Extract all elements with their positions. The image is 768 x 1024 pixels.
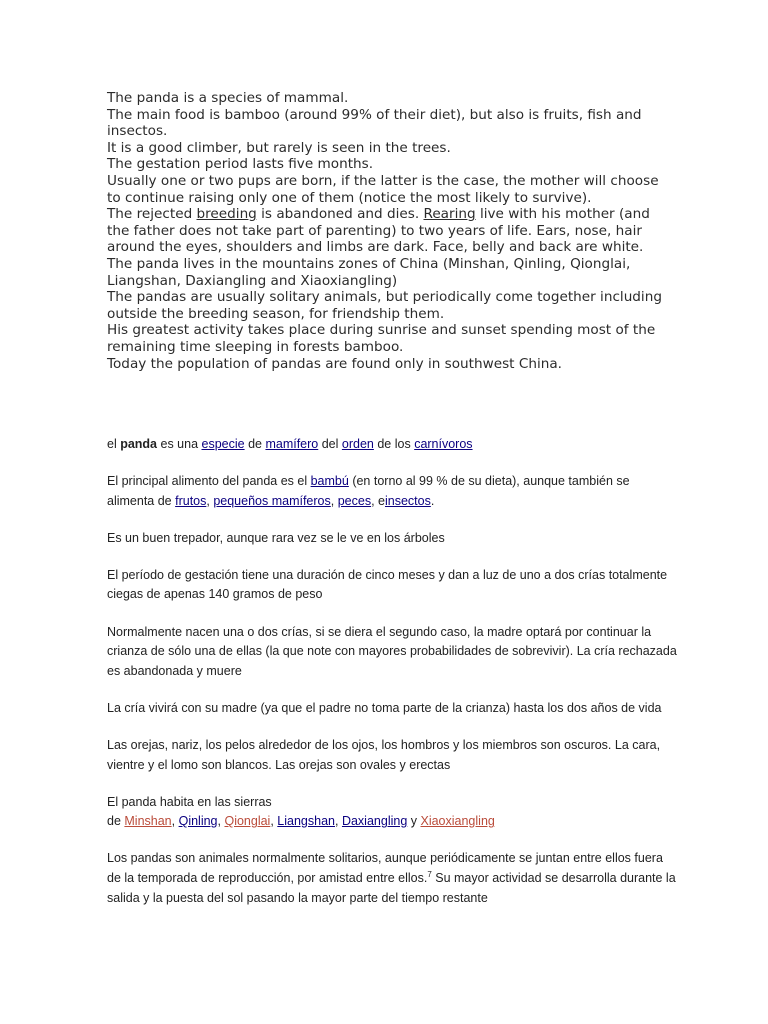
text: (en torno al 99 % de su dieta), aunque también se alimenta de — [107, 474, 630, 508]
text: The rejected — [107, 206, 197, 223]
english-line: The gestation period lasts five months. — [107, 156, 374, 173]
english-line: The panda lives in the mountains zones of China (Minshan, Qinling, Qionglai, Liangshan, Daxiangling and Xiaoxiangling) — [107, 255, 631, 289]
text: is abandoned and dies. — [256, 206, 424, 223]
text: El principal alimento del panda es el — [107, 474, 311, 489]
text: . — [430, 493, 435, 508]
spanish-paragraph-food — [107, 472, 677, 511]
english-line: The main food is bamboo (around 99% of their diet), but also is fruits, fish and insectos. — [107, 106, 642, 140]
spanish-paragraph: Normalmente nacen una o dos crías, si se diera el segundo caso, la madre optará por continuar la crianza de sólo una de ellas (la que note con mayores probabilidades de sobrevivir). La cría rechazada es abandonada y muere — [107, 624, 677, 678]
text: , — [217, 814, 225, 829]
text: , e — [371, 493, 385, 508]
spanish-paragraph: La cría vivirá con su madre (ya que el padre no toma parte de la crianza) hasta los dos años de vida — [107, 700, 662, 715]
link-especie[interactable]: especie — [201, 437, 245, 451]
link-carnivoros[interactable]: carnívoros — [414, 437, 473, 451]
english-line: The panda is a species of mammal. — [107, 90, 349, 106]
link-insectos[interactable]: insectos — [384, 493, 431, 508]
spanish-paragraph-habitat — [107, 793, 677, 832]
link-qionglai[interactable]: Qionglai — [224, 814, 271, 829]
english-line: Today the population of pandas are found only in southwest China. — [107, 355, 562, 372]
text: , — [206, 493, 214, 508]
spanish-paragraph: El período de gestación tiene una duración de cinco meses y dan a luz de uno a dos crías totalmente ciegas de apenas 140 gramos de peso — [107, 567, 668, 602]
link-xiaoxiangling[interactable]: Xiaoxiangling — [420, 814, 495, 829]
link-frutos[interactable]: frutos — [175, 493, 207, 508]
link-bambu[interactable]: bambú — [310, 474, 349, 489]
text: , — [171, 814, 179, 829]
spanish-paragraph-solitary — [107, 849, 677, 908]
text: el — [107, 437, 121, 451]
link-peces[interactable]: peces — [337, 493, 372, 508]
spanish-section — [107, 435, 677, 926]
english-line: It is a good climber, but rarely is seen in the trees. — [107, 139, 451, 156]
english-line: His greatest activity takes place during sunrise and sunset spending most of the remaining time sleeping in forests bamboo. — [107, 322, 656, 355]
text: de los — [373, 437, 415, 451]
text: El panda habita en las sierras — [107, 794, 272, 809]
text: de — [107, 814, 125, 829]
link-pequenos-mamiferos[interactable]: pequeños mamíferos — [213, 493, 331, 508]
document-page — [107, 90, 677, 905]
text: , — [330, 493, 338, 508]
english-line: The pandas are usually solitary animals, but periodically come together including outside the breeding season, for friendship them. — [107, 289, 662, 322]
panda-bold: panda — [120, 437, 158, 451]
spanish-paragraph: Es un buen trepador, aunque rara vez se le ve en los árboles — [107, 530, 445, 545]
breeding-underline: breeding — [196, 206, 257, 223]
link-minshan[interactable]: Minshan — [124, 814, 172, 829]
spanish-paragraph: Las orejas, nariz, los pelos alrededor de los ojos, los hombros y los miembros son oscuros. La cara, vientre y el lomo son blancos. Las orejas son ovales y erectas — [107, 737, 661, 772]
link-mamifero[interactable]: mamífero — [265, 437, 319, 451]
text: y — [407, 814, 421, 829]
english-line-rejected — [107, 206, 667, 256]
rearing-underline: Rearing — [423, 206, 476, 223]
text: Su mayor actividad se desarrolla durante la salida y la puesta del sol pasando la mayor parte del tiempo restante — [107, 870, 676, 905]
text: live with his mother (and the father does not take part of parenting) to two years of life. Ears, nose, hair around the eyes, shoulders and limbs are dark. Face, belly and back are white. — [107, 206, 650, 256]
text: es una — [157, 437, 202, 451]
link-daxiangling[interactable]: Daxiangling — [341, 814, 408, 829]
text: Los pandas son animales normalmente solitarios, aunque periódicamente se juntan entre ellos fuera de la temporada de reproducción, por amistad entre ellos. — [107, 851, 663, 885]
link-qinling[interactable]: Qinling — [178, 814, 218, 829]
text: de — [244, 437, 266, 451]
footnote-reference[interactable]: 7 — [427, 869, 432, 879]
text: del — [318, 437, 342, 451]
text: , — [270, 814, 278, 829]
link-liangshan[interactable]: Liangshan — [277, 814, 335, 829]
text: , — [335, 814, 342, 829]
english-line: Usually one or two pups are born, if the latter is the case, the mother will choose to continue raising only one of them (notice the most likely to survive). — [107, 172, 659, 206]
link-orden[interactable]: orden — [341, 437, 374, 451]
spanish-paragraph-intro — [107, 435, 677, 455]
english-section — [107, 90, 667, 372]
